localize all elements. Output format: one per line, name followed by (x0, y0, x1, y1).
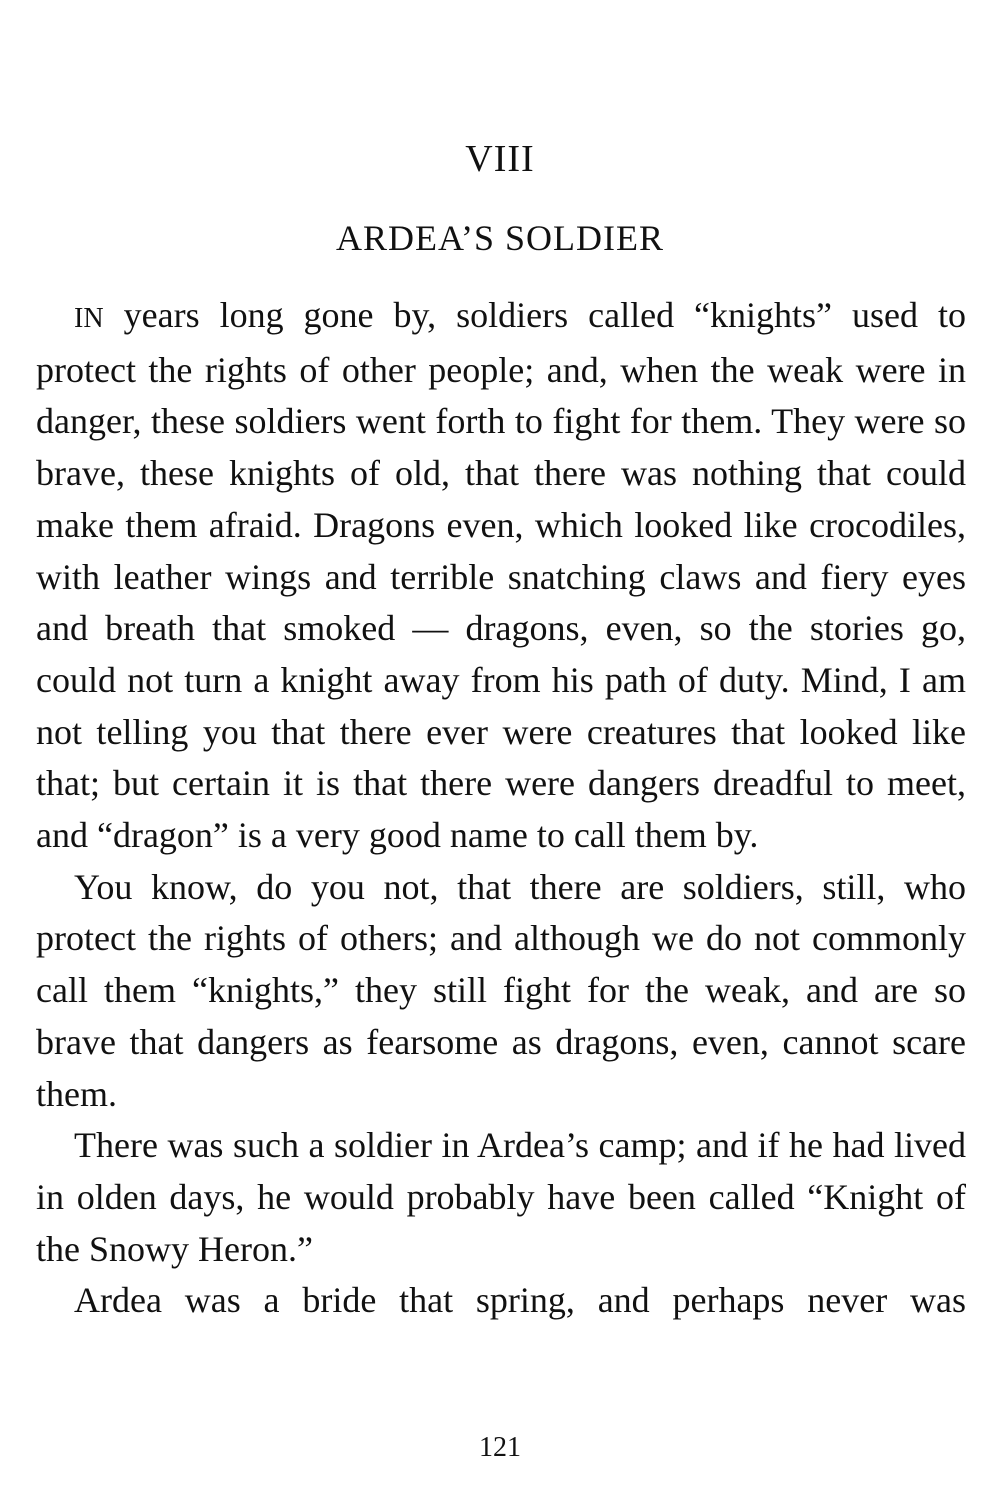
paragraph-text: Ardea was a bride that spring, and perhaps never was (74, 1280, 966, 1321)
paragraph (36, 862, 966, 1121)
chapter-number: VIII (465, 138, 535, 180)
paragraph (36, 1120, 966, 1275)
drop-lead-word: IN (74, 303, 104, 334)
body-text (36, 290, 966, 1327)
page-number: 121 (479, 1432, 521, 1463)
paragraph-text: There was such a soldier in Ardea’s camp; and if he had lived in olden days, he would probably have been called “Knight of the Snowy Heron.” (36, 1125, 966, 1269)
paragraph (36, 1275, 966, 1327)
chapter-title: ARDEA’S SOLDIER (335, 218, 664, 258)
paragraph (36, 290, 966, 862)
paragraph-text: You know, do you not, that there are soldiers, still, who protect the rights of others; and although we do not commonly call them “knights,” they still fight for the weak, and are so brave that dangers as fearsome as dragons, even, cannot scare them. (36, 866, 966, 1114)
paragraph-text: years long gone by, soldiers called “knights” used to protect the rights of other people; and, when the weak were in danger, these soldiers went forth to fight for them. They were so brave, these knights of old, that there was nothing that could make them afraid. Dragons even, which looked like crocodiles, with leather wings and terrible snatching claws and fiery eyes and breath that smoked — dragons, even, so the stories go, could not turn a knight away from his path of duty. Mind, I am not telling you that there ever were creatures that looked like that; but certain it is that there were dangers dreadful to meet, and “dragon” is a very good name to call them by. (36, 295, 966, 856)
